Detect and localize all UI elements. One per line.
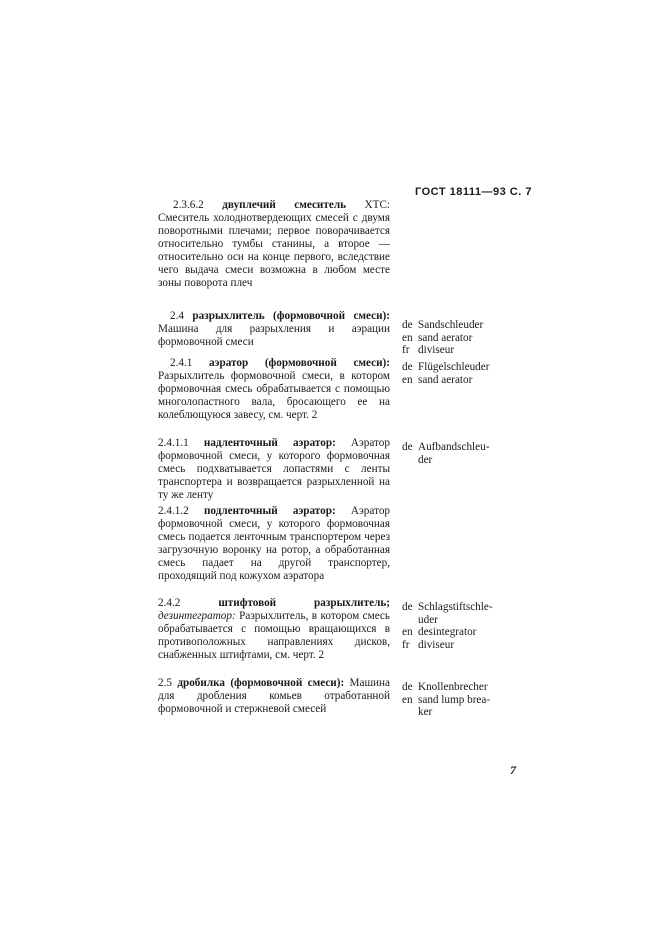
term-name: надленточный аэратор: <box>203 437 351 449</box>
term-definition <box>158 199 390 290</box>
lang-code: en <box>402 331 413 344</box>
term-definition <box>158 677 390 716</box>
foreign-equivalents <box>402 601 522 651</box>
lang-code: fr <box>402 638 410 651</box>
term-number: 2.4.2 <box>158 597 219 609</box>
lang-equivalent <box>402 374 522 387</box>
term-definition-text: Аэратор формовочной смеси, у которого формовочная смесь подхватывается лопастями с ленты транспортера и возвращается разрыхленной на ту же ленту <box>158 437 390 501</box>
page-number: 7 <box>510 763 516 777</box>
term-synonym: дезинтегратор: <box>158 610 240 622</box>
lang-equivalent <box>402 332 522 345</box>
term-definition-text: Разрыхлитель формовочной смеси, в котором формовочная смесь обрабатывается с помощью многолопастного вала, бросающего ее на колеблющуюся завесу, см. черт. 2 <box>158 370 390 421</box>
lang-term: Flügelschleuder <box>418 361 490 373</box>
lang-code: de <box>402 361 413 373</box>
lang-equivalent <box>402 441 522 466</box>
foreign-equivalents <box>402 361 522 386</box>
term-definition-text: Машина для разрыхления и аэрации формовочной смеси <box>158 323 390 348</box>
lang-equivalent <box>402 681 522 694</box>
lang-equivalent <box>402 361 522 374</box>
term-name: штифтовой разрыхлитель; <box>218 597 390 609</box>
term-definition <box>158 505 390 583</box>
lang-term-continuation: ker <box>418 706 433 718</box>
lang-term: sand lump brea- <box>418 693 491 706</box>
lang-equivalent <box>402 639 522 652</box>
lang-code: de <box>402 601 413 613</box>
foreign-equivalents <box>402 319 522 357</box>
term-name: аэратор (формовочной смеси): <box>209 357 391 369</box>
lang-code: de <box>402 319 413 331</box>
lang-term: Sandschleuder <box>418 319 484 331</box>
term-number: 2.4.1 <box>170 357 210 369</box>
term-number: 2.4.1.1 <box>158 437 204 449</box>
lang-term: diviseur <box>418 638 455 651</box>
term-definition-text: Машина для дробления комьев отработанной формовочной и стержневой смесей <box>158 677 390 715</box>
lang-code: en <box>402 693 413 706</box>
lang-term: desintegrator <box>418 626 477 638</box>
lang-term: Aufbandschleu- <box>418 441 490 453</box>
lang-equivalent <box>402 601 522 626</box>
term-definition <box>158 597 390 662</box>
lang-term: diviseur <box>418 344 455 356</box>
lang-term: Knollenbrecher <box>418 681 488 693</box>
foreign-equivalents <box>402 681 522 719</box>
term-number: 2.4 <box>170 310 193 322</box>
lang-code: fr <box>402 344 410 356</box>
lang-term: sand aerator <box>418 373 473 386</box>
term-definition-text: Аэратор формовочной смеси, у которого формовочная смесь подается ленточным транспортером через загрузочную воронку на ротор, а обработанная смесь падает на другой транспортер, проходящий под кожухом аэратора <box>158 505 391 582</box>
lang-equivalent <box>402 319 522 332</box>
lang-term-continuation: der <box>418 453 433 466</box>
lang-code: de <box>402 441 413 453</box>
page-header: ГОСТ 18111—93 С. 7 <box>415 186 532 198</box>
term-definition <box>158 437 390 502</box>
term-number: 2.3.6.2 <box>173 199 223 211</box>
term-definition <box>158 357 390 422</box>
lang-term: Schlagstiftschle- <box>418 601 493 613</box>
lang-code: en <box>402 373 413 386</box>
term-name: дробилка (формовочной смеси): <box>177 677 350 689</box>
term-number: 2.5 <box>158 677 178 689</box>
lang-equivalent <box>402 694 522 719</box>
lang-term: sand aerator <box>418 331 473 344</box>
term-definition-text: Разрыхлитель, в котором смесь обрабатывается с помощью вращающихся в противоположных направлениях дисков, снабженных штифтами, см. черт. 2 <box>158 610 391 661</box>
lang-equivalent <box>402 344 522 357</box>
term-name: двуплечий смеситель <box>222 199 365 211</box>
term-number: 2.4.1.2 <box>158 505 204 517</box>
lang-code: de <box>402 681 413 693</box>
lang-code: en <box>402 626 413 638</box>
term-definition-text: ХТС: Смеситель холоднотвердеющих смесей с двумя поворотными плечами; первое поворачивается относительно тумбы станины, а второе — относительно оси на конце первого, вследствие чего выдача смеси возможна в любом месте зоны поворота плеч <box>158 199 391 289</box>
term-name: разрыхлитель (формовочной смеси): <box>192 310 390 322</box>
term-name: подленточный аэратор: <box>203 505 351 517</box>
term-definition <box>158 310 390 349</box>
lang-equivalent <box>402 626 522 639</box>
foreign-equivalents <box>402 441 522 466</box>
lang-term-continuation: uder <box>418 613 438 626</box>
